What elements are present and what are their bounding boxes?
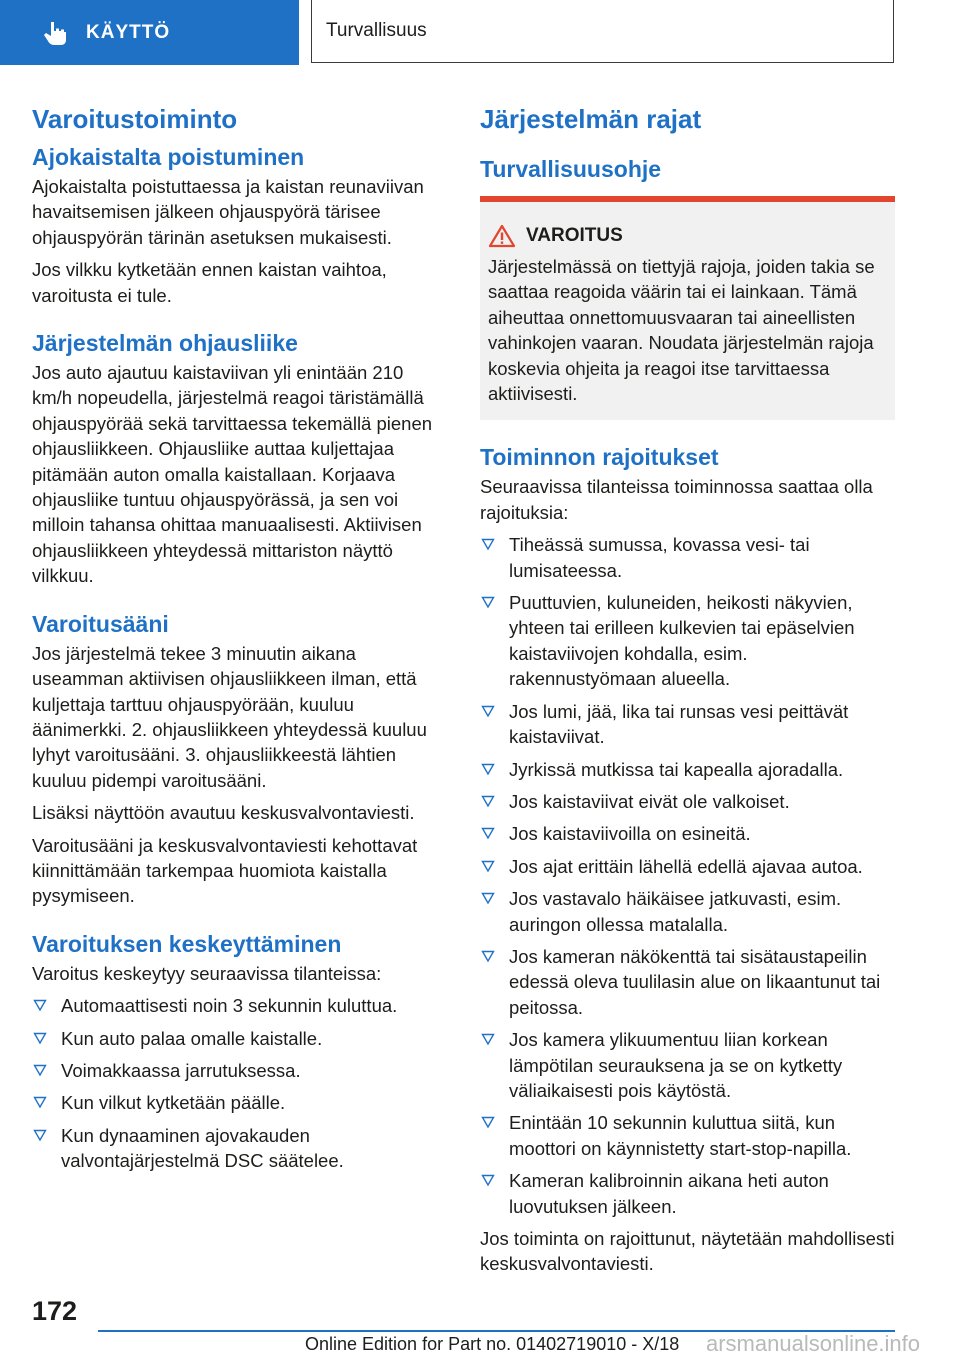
bullet-triangle-icon xyxy=(481,1115,495,1129)
paragraph: Varoitus keskeytyy seuraavissa tilanteissa: xyxy=(32,962,382,984)
heading-function-limits: Toiminnon rajoitukset xyxy=(480,444,719,471)
paragraph: Jos järjestelmä tekee 3 minuutin aikana useamman aktiivisen ohjausliikkeen ilman, että kuljettaja tarttuu ohjauspyörään, kuuluu äänimerkki. 2. ohjausliikkeen yhteydessä kuuluu lyhyt varoitusääni. 3. ohjausliikkeestä lähtien kuuluu pidempi varoitusääni. xyxy=(32,642,427,791)
bullet-triangle-icon xyxy=(481,826,495,840)
list-item: Jos kaistaviivoilla on esineitä. xyxy=(480,821,895,846)
bullet-triangle-icon xyxy=(33,1128,47,1142)
bullet-triangle-icon xyxy=(481,1032,495,1046)
edition-text: Online Edition for Part no. 01402719010 - X/18 xyxy=(305,1334,680,1354)
warning-triangle-icon xyxy=(488,224,516,248)
list-item: Jos vastavalo häikäisee jatkuvasti, esim. auringon ollessa matalalla. xyxy=(480,886,895,937)
warning-box xyxy=(480,196,895,420)
limits-list xyxy=(480,532,895,1219)
paragraph: Varoitusääni ja keskusvalvontaviesti kehottavat kiinnittämään tarkempaa huomiota kaistalla pysymiseen. xyxy=(32,834,418,907)
watermark: arsmanualsonline.info xyxy=(706,1331,921,1356)
list-item: Kameran kalibroinnin aikana heti auton luovutuksen jälkeen. xyxy=(480,1168,895,1219)
chapter-tab xyxy=(0,0,299,65)
bullet-triangle-icon xyxy=(481,595,495,609)
heading-warning-sound: Varoitusääni xyxy=(32,610,169,637)
bullet-triangle-icon xyxy=(481,891,495,905)
left-column xyxy=(32,98,448,1181)
right-column xyxy=(480,98,895,1284)
list-item: Kun vilkut kytketään päälle. xyxy=(32,1090,448,1115)
bullet-triangle-icon xyxy=(481,859,495,873)
paragraph: Lisäksi näyttöön avautuu keskusvalvontaviesti. xyxy=(32,802,415,824)
list-item: Kun dynaaminen ajovakauden valvontajärjestelmä DSC säätelee. xyxy=(32,1123,448,1174)
paragraph: Ajokaistalta poistuttaessa ja kaistan reunaviivan havaitsemisen jälkeen ohjauspyörä tärisee ohjauspyörän tärinän asetuksen mukaisesti. xyxy=(32,176,424,248)
bullet-triangle-icon xyxy=(33,998,47,1012)
list-item: Jos ajat erittäin lähellä edellä ajavaa autoa. xyxy=(480,854,895,879)
list-item: Puuttuvien, kuluneiden, heikosti näkyvien, yhteen tai erilleen kulkevien tai epäselvien kaistaviivojen kohdalla, esim. rakennustyömaan alueella. xyxy=(480,590,895,692)
list-item: Jos kameran näkökenttä tai sisätaustapeilin edessä oleva tuulilasin alue on likaantunut tai peitossa. xyxy=(480,944,895,1020)
bullet-triangle-icon xyxy=(481,1173,495,1187)
list-item: Tiheässä sumussa, kovassa vesi- tai lumisateessa. xyxy=(480,532,895,583)
list-item: Enintään 10 sekunnin kuluttua siitä, kun moottori on käynnistetty start-stop-napilla. xyxy=(480,1110,895,1161)
page-title-right: Järjestelmän rajat xyxy=(480,104,702,134)
page-title-left: Varoitustoiminto xyxy=(32,104,238,134)
page-number: 172 xyxy=(32,1296,78,1326)
list-item: Jyrkissä mutkissa tai kapealla ajoradalla. xyxy=(480,757,895,782)
heading-warning-interruption: Varoituksen keskeyttäminen xyxy=(32,930,342,957)
bullet-triangle-icon xyxy=(481,949,495,963)
heading-lane-departure: Ajokaistalta poistuminen xyxy=(32,144,305,170)
bullet-triangle-icon xyxy=(481,537,495,551)
hand-pointer-icon xyxy=(42,20,68,46)
section-title: Turvallisuus xyxy=(311,0,894,63)
paragraph: Jos toiminta on rajoittunut, näytetään mahdollisesti keskusvalvontaviesti. xyxy=(480,1228,895,1275)
chapter-label: KÄYTTÖ xyxy=(86,21,171,43)
heading-steering-intervention: Järjestelmän ohjausliike xyxy=(32,330,298,357)
list-item: Voimakkaassa jarrutuksessa. xyxy=(32,1058,448,1083)
interruption-list xyxy=(32,993,448,1173)
bullet-triangle-icon xyxy=(33,1031,47,1045)
paragraph: Seuraavissa tilanteissa toiminnossa saattaa olla rajoituksia: xyxy=(480,476,873,523)
list-item: Jos kaistaviivat eivät ole valkoiset. xyxy=(480,789,895,814)
list-item: Kun auto palaa omalle kaistalle. xyxy=(32,1026,448,1051)
warning-title: VAROITUS xyxy=(526,225,623,246)
list-item: Jos kamera ylikuumentuu liian korkean lämpötilan seurauksena ja se on kytketty väliaikaisesti pois käytöstä. xyxy=(480,1027,895,1103)
list-item: Automaattisesti noin 3 sekunnin kuluttua. xyxy=(32,993,448,1018)
bullet-triangle-icon xyxy=(33,1063,47,1077)
paragraph: Jos auto ajautuu kaistaviivan yli enintään 210 km/h nopeudella, järjestelmä reagoi täristämällä ohjauspyörää sekä tarvittaessa tekemällä pienen ohjausliikkeen. Ohjausliike auttaa kuljettajaa pitämään auton omalla kaistallaan. Korjaava ohjausliike tuntuu ohjauspyörässä, ja sen voi milloin tahansa ohittaa manuaalisesti. Aktiivisen ohjausliikkeen yhteydessä mittariston näyttö vilkkuu. xyxy=(32,362,433,587)
warning-text: Järjestelmässä on tiettyjä rajoja, joiden takia se saattaa reagoida väärin tai ei lainkaan. Tämä aiheuttaa onnettomuusvaaran tai aineellisten vahinkojen vaaran. Noudata järjestelmän rajoja koskevia ohjeita ja reagoi itse tarvittaessa aktiivisesti. xyxy=(488,256,875,405)
bullet-triangle-icon xyxy=(33,1095,47,1109)
heading-safety-note: Turvallisuusohje xyxy=(480,156,662,182)
bullet-triangle-icon xyxy=(481,762,495,776)
paragraph: Jos vilkku kytketään ennen kaistan vaihtoa, varoitusta ei tule. xyxy=(32,259,387,306)
bullet-triangle-icon xyxy=(481,704,495,718)
list-item: Jos lumi, jää, lika tai runsas vesi peittävät kaistaviivat. xyxy=(480,699,895,750)
bullet-triangle-icon xyxy=(481,794,495,808)
